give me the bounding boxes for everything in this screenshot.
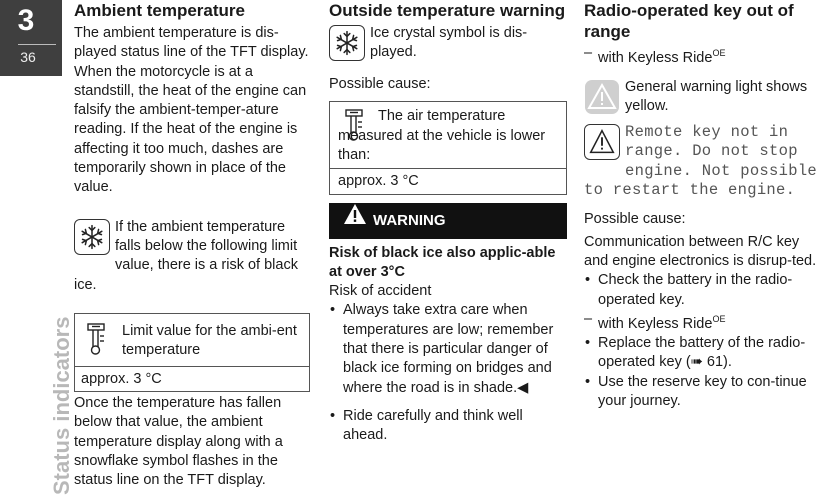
keyless-ride-note-2: – with Keyless Ride$^{OE}$ [584,310,822,334]
snowflake-icon [74,219,110,255]
possible-cause-label: Possible cause: [584,211,686,228]
limit-value-label: Limit value for the ambi-ent temperature [122,322,297,359]
column-ambient-temperature [74,0,310,491]
keyless-ride-note: – with Keyless Ride$^{OE}$ [584,44,822,68]
risk-of-accident: Risk of accident [329,283,432,300]
ice-crystal-icon [329,25,365,61]
limit-value: approx. 3 °C [81,370,162,387]
warning-triangle-icon [343,203,367,239]
page-reference-link[interactable]: ➠ 61 [690,354,724,371]
heading-radio-key: Radio-operated key out of range [584,1,794,41]
bullet-ride-carefully: • Ride carefully and think well ahead. [329,407,567,446]
air-temperature-box [329,101,567,194]
warning-banner [329,203,567,239]
warning-heading: Risk of black ice also applic-able at over 3°C [329,244,556,280]
display-message [584,123,822,200]
ice-crystal-note [329,24,567,63]
section-title: Status indicators [49,316,74,495]
page-number: 36 [20,49,36,65]
bullet-extra-care: • Always take extra care when temperatures are low; remember that there is particular danger of black ice forming on bridges and where the road is in shade.◀ [329,301,567,397]
bullet-reserve-key: • Use the reserve key to con-tinue your journey. [584,373,822,412]
chapter-number: 3 [17,4,35,37]
possible-cause-label: Possible cause: [329,76,431,92]
limit-value-box [74,313,310,392]
air-temperature-value: approx. 3 °C [338,173,419,190]
warning-light-text: General warning light shows yellow. [625,79,808,115]
thermometer-icon [86,322,106,356]
chapter-tab [0,0,74,496]
chapter-divider [18,44,56,45]
air-temperature-label: The air temperature measured at the vehicle is lower than: [338,108,546,163]
bullet-replace-battery: • Replace the battery of the radio-operated key (➠ 61). [584,334,822,373]
warning-label: WARNING [373,211,446,229]
ice-crystal-text: Ice crystal symbol is dis-played. [370,25,528,61]
column-radio-key-out-of-range [584,0,822,411]
display-message-text: Remote key not in range. Do not stop engine. Not possible to restart the engine. [584,123,818,200]
warning-light-icon [584,79,620,115]
warning-triangle-icon [584,124,620,160]
heading-outside-temperature-warning: Outside temperature warning [329,1,566,20]
communication-description: Communication between R/C key and engine electronics is disrup-ted. [584,233,817,269]
column-outside-temperature-warning [329,0,567,446]
ambient-description: The ambient temperature is dis-played status line of the TFT display. [74,25,309,61]
heading-ambient-temperature: Ambient temperature [74,1,245,20]
bullet-check-battery: • Check the battery in the radio-operated key. [584,271,822,310]
snowflake-note-text: If the ambient temperature falls below the following limit value, there is a risk of black ice. [74,218,298,293]
flash-description: Once the temperature has fallen below that value, the ambient temperature display along with a snowflake symbol flashes in the status line on the TFT display. [74,395,283,489]
warning-light-note [584,78,822,117]
ambient-engine-heat-note: When the motorcycle is at a standstill, the heat of the engine can falsify the ambient-temper-ature reading. If the heat of the engine is affecting it too much, dashes are temporarily shown in place of the value. [74,63,307,196]
snowflake-note [74,218,310,295]
